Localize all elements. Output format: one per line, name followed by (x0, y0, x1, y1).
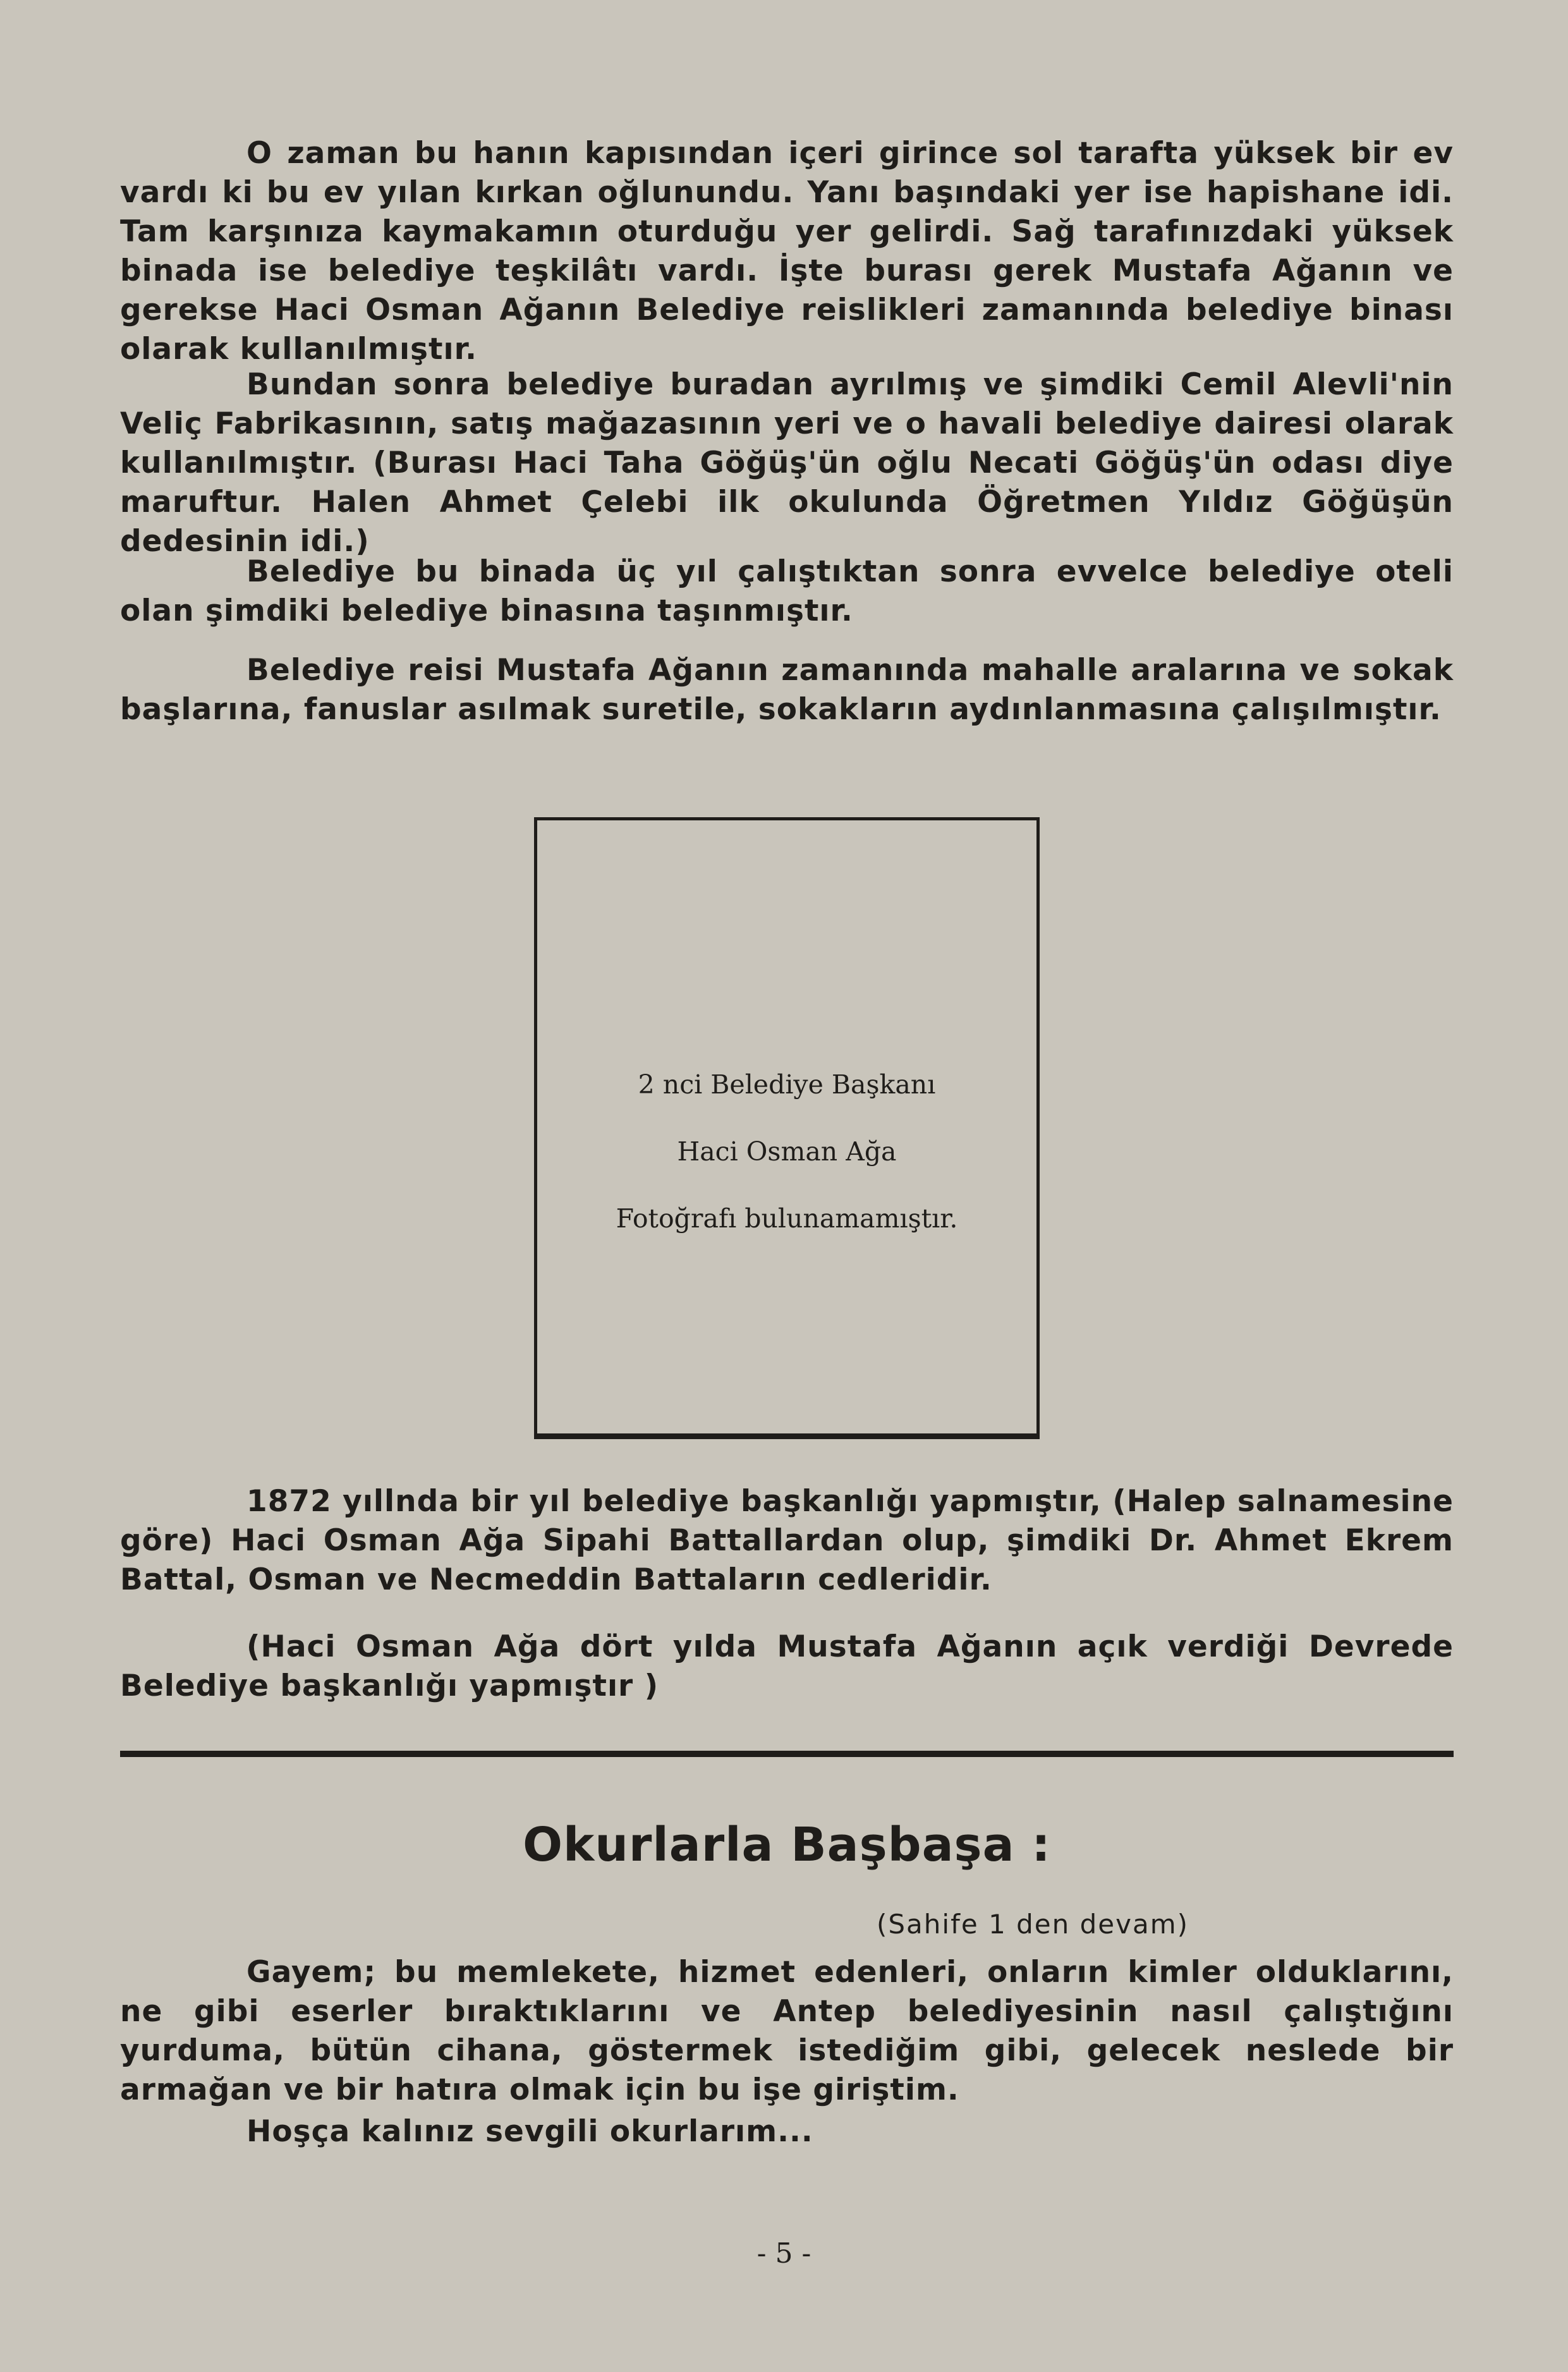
body-paragraph: 1872 yıllnda bir yıl belediye başkanlığı yapmıştır, (Halep salnamesine göre) Haci Osman Ağa Sipahi Battallardan olup, şimdiki Dr. Ahmet Ekrem Battal, Osman ve Necmeddin Battaların cedleridir. (120, 1484, 1454, 1597)
body-paragraph: Bundan sonra belediye buradan ayrılmış ve şimdiki Cemil Alevli'nin Veliç Fabrikasının, satış mağazasının yeri ve o havali belediye dairesi olarak kullanılmıştır. (Burası Haci Taha Göğüş'ün oğlu Necati Göğüş'ün odası diye maruftur. Halen Ahmet Çelebi ilk okulunda Öğretmen Yıldız Göğüşün dedesinin idi.) (120, 367, 1454, 559)
caption-title: 2 nci Belediye Başkanı (638, 1069, 936, 1100)
section-divider (120, 1751, 1454, 1757)
section-heading: Okurlarla Başbaşa : (523, 1818, 1051, 1872)
body-paragraph: (Haci Osman Ağa dört yılda Mustafa Ağanın açık verdiği Devrede Belediye başkanlığı yapmıştır ) (120, 1629, 1454, 1703)
body-paragraph: Belediye reisi Mustafa Ağanın zamanında mahalle aralarına ve sokak başlarına, fanuslar asılmak suretile, sokakların aydınlanmasına çalışılmıştır. (120, 653, 1454, 727)
caption-name: Haci Osman Ağa (677, 1136, 897, 1167)
photo-placeholder-frame (534, 817, 1040, 1439)
section-paragraph: Hoşça kalınız sevgili okurlarım... (246, 2114, 813, 2149)
body-paragraph: O zaman bu hanın kapısından içeri girince sol tarafta yüksek bir ev vardı ki bu ev yılan kırkan oğlunundu. Yanı başındaki yer ise hapishane idi. Tam karşınıza kaymakamın oturduğu yer gelirdi. Sağ tarafınızdaki yüksek binada ise belediye teşkilâtı vardı. İşte burası gerek Mustafa Ağanın ve gerekse Haci Osman Ağanın Belediye reislikleri zamanında belediye binası olarak kullanılmıştır. (120, 136, 1454, 367)
page-number: - 5 - (757, 2237, 811, 2270)
section-paragraph: Gayem; bu memlekete, hizmet edenleri, onların kimler olduklarını, ne gibi eserler bıraktıklarını ve Antep belediyesinin nasıl çalıştığını yurduma, bütün cihana, göstermek istediğim gibi, gelecek neslede bir armağan ve bir hatıra olmak için bu işe giriştim. (120, 1955, 1454, 2107)
body-paragraph: Belediye bu binada üç yıl çalıştıktan sonra evvelce belediye oteli olan şimdiki belediye binasına taşınmıştır. (120, 554, 1454, 628)
continued-note: (Sahife 1 den devam) (877, 1909, 1189, 1940)
photo-placeholder-caption (537, 1051, 1036, 1252)
caption-note: Fotoğrafı bulunamamıştır. (616, 1203, 958, 1234)
